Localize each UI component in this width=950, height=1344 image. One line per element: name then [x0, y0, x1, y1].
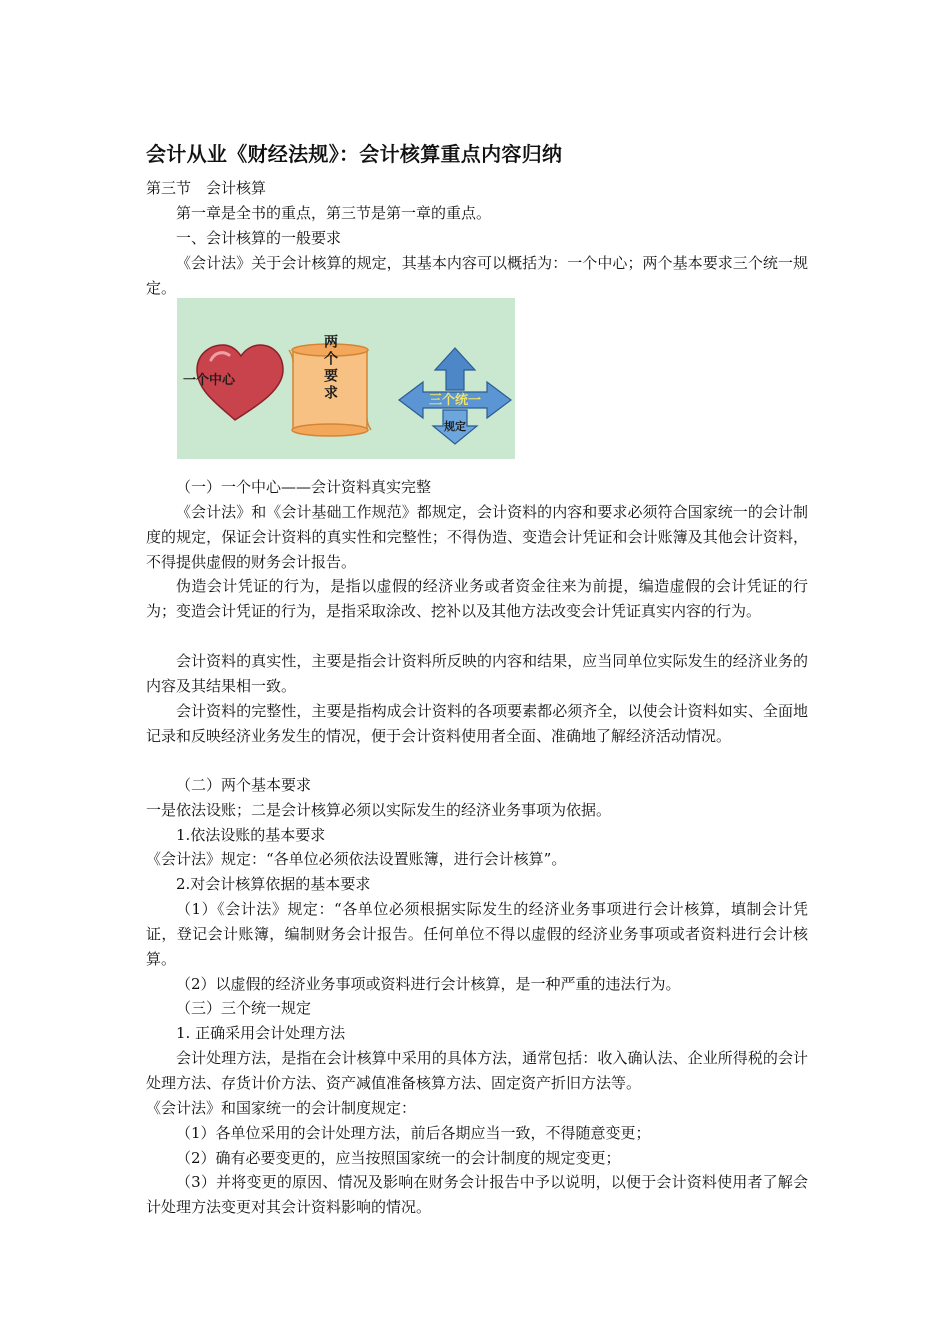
sub2-item1-text: 《会计法》规定：“各单位必须依法设置账簿，进行会计核算”。: [146, 850, 567, 868]
part1-summary: 《会计法》关于会计核算的规定，其基本内容可以概括为：一个中心；两个基本要求三个统一规定。: [146, 254, 808, 297]
sub1-paragraph-4: 会计资料的完整性，主要是指构成会计资料的各项要素都必须齐全，以使会计资料如实、全面地记录和反映经济业务发生的情况，便于会计资料使用者全面、准确地了解经济活动情况。: [146, 702, 808, 745]
sub3-paragraph-2: 《会计法》和国家统一的会计制度规定：: [146, 1099, 417, 1117]
diagram-graphic: [177, 298, 515, 459]
sub3-heading: （三）三个统一规定: [176, 999, 312, 1017]
sub2-item1-heading: 1.依法设账的基本要求: [176, 826, 326, 844]
sub2-item2-paragraph-2: （2）以虚假的经济业务事项或资料进行会计核算，是一种严重的违法行为。: [176, 975, 681, 993]
sub3-rule-2: （2）确有必要变更的，应当按照国家统一的会计制度的规定变更；: [176, 1149, 621, 1167]
sub2-item2-heading: 2.对会计核算依据的基本要求: [176, 875, 371, 893]
sub2-item2-paragraph-1: （1）《会计法》规定：“各单位必须根据实际发生的经济业务事项进行会计核算，填制会计凭证，登记会计账簿，编制财务会计报告。任何单位不得以虚假的经济业务事项或者资料进行会计核算。: [146, 900, 808, 968]
sub3-paragraph-1: 会计处理方法，是指在会计核算中采用的具体方法，通常包括：收入确认法、企业所得税的会计处理方法、存货计价方法、资产减值准备核算方法、固定资产折旧方法等。: [146, 1049, 808, 1092]
arrows-label-top: 三个统一: [428, 393, 482, 408]
sub1-paragraph-1: 《会计法》和《会计基础工作规范》都规定，会计资料的内容和要求必须符合国家统一的会计制度的规定，保证会计资料的真实性和完整性；不得伪造、变造会计凭证和会计账簿及其他会计资料，不得提供虚假的财务会计报告。: [146, 503, 808, 571]
sub1-paragraph-2: 伪造会计凭证的行为，是指以虚假的经济业务或者资金往来为前提，编造虚假的会计凭证的行为；变造会计凭证的行为，是指采取涂改、挖补以及其他方法改变会计凭证真实内容的行为。: [146, 577, 808, 620]
sub2-paragraph-1: 一是依法设账；二是会计核算必须以实际发生的经济业务事项为依据。: [146, 801, 612, 819]
heart-label: 一个中心: [183, 373, 236, 388]
sub3-item1-heading: 1. 正确采用会计处理方法: [176, 1024, 346, 1042]
section-heading: 第三节 会计核算: [146, 179, 267, 197]
sub3-rule-1: （1）各单位采用的会计处理方法，前后各期应当一致，不得随意变更；: [176, 1124, 651, 1142]
sub1-heading: （一）一个中心——会计资料真实完整: [176, 478, 432, 496]
scroll-label: 两个要求: [322, 334, 338, 402]
core-requirements-diagram: [177, 298, 515, 459]
sub2-heading: （二）两个基本要求: [176, 776, 312, 794]
arrows-label-bottom: 规定: [444, 420, 466, 433]
sub3-rule-3: （3）并将变更的原因、情况及影响在财务会计报告中予以说明，以便于会计资料使用者了解会计处理方法变更对其会计资料影响的情况。: [146, 1173, 808, 1216]
document-title: 会计从业《财经法规》：会计核算重点内容归纳: [146, 142, 563, 166]
sub1-paragraph-3: 会计资料的真实性，主要是指会计资料所反映的内容和结果，应当同单位实际发生的经济业务的内容及其结果相一致。: [146, 652, 808, 695]
part1-heading: 一、会计核算的一般要求: [176, 229, 342, 247]
intro-paragraph: 第一章是全书的重点，第三节是第一章的重点。: [176, 204, 492, 222]
